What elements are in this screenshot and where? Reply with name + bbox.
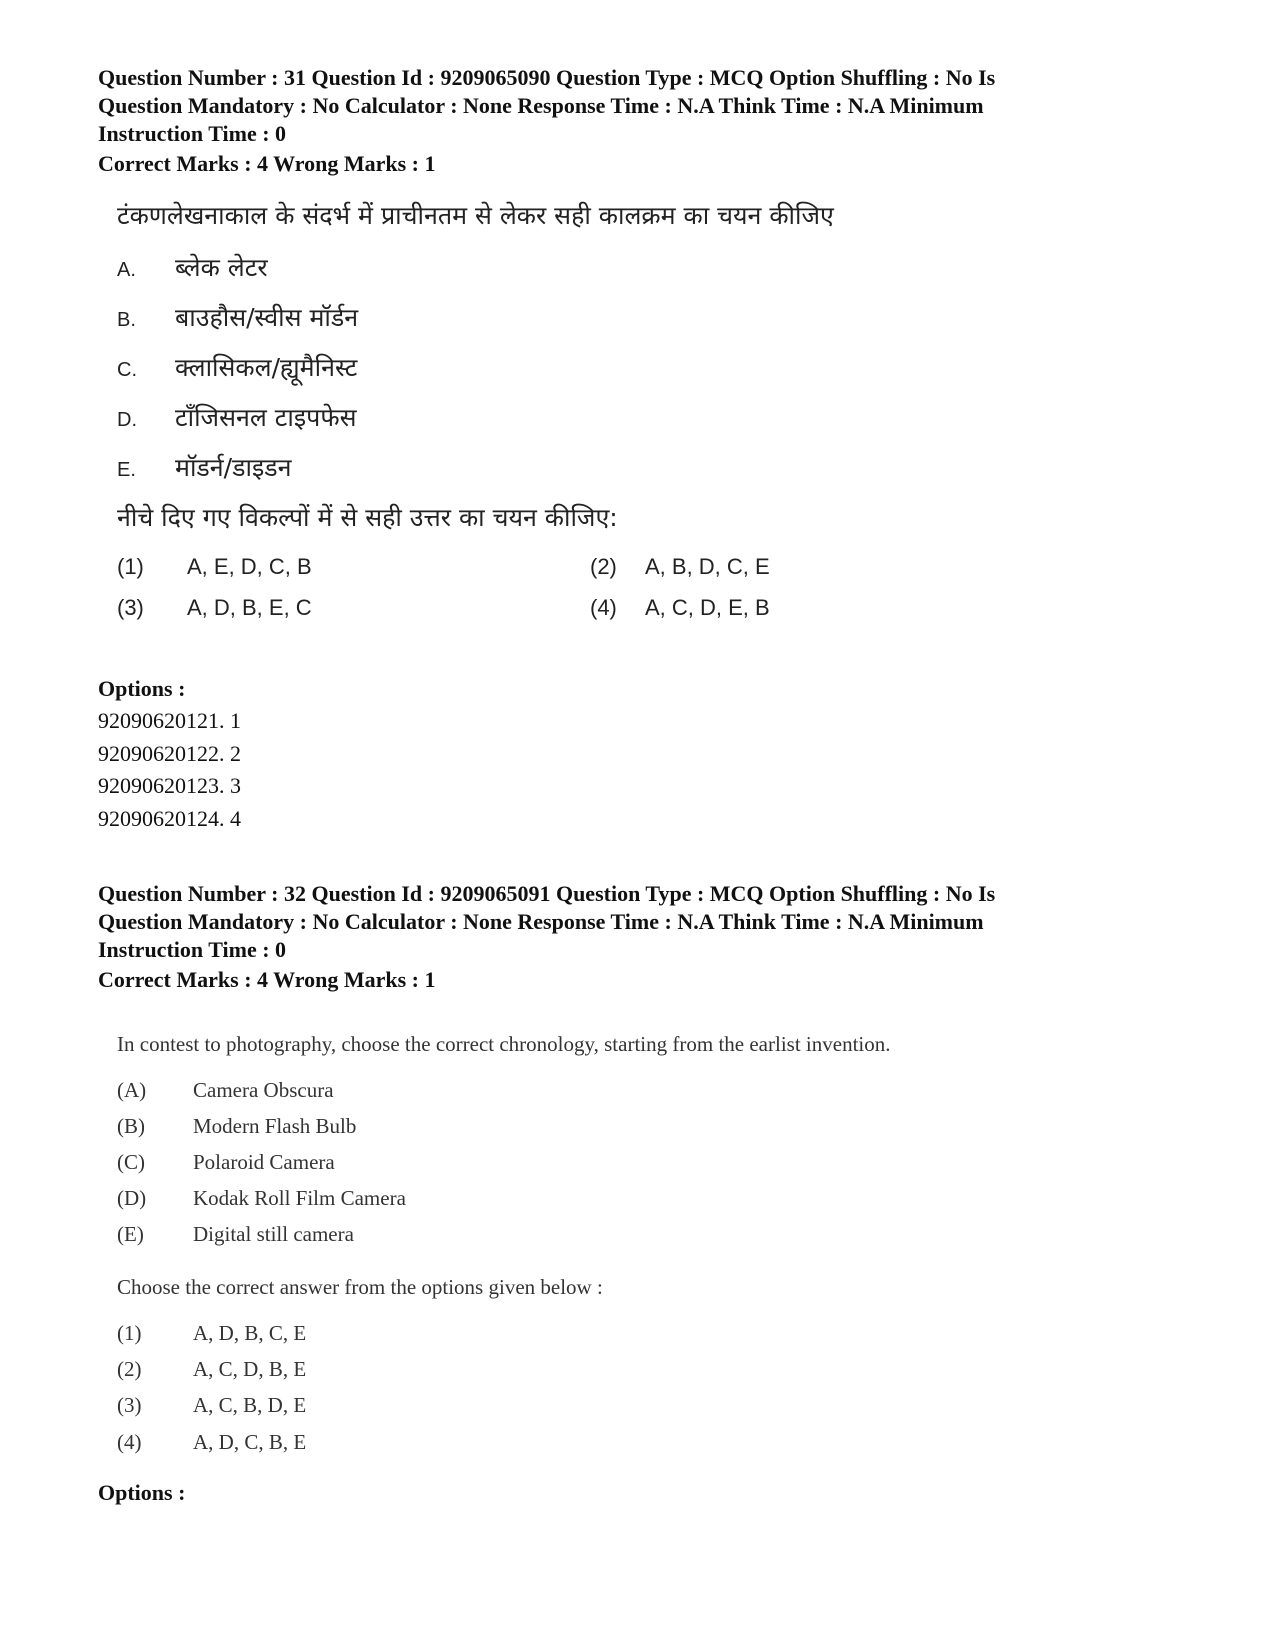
q31-options-heading: Options :	[98, 676, 186, 701]
q32-item-label: (C)	[117, 1150, 145, 1174]
q32-item-e	[117, 1222, 354, 1247]
q32-item-b	[117, 1114, 356, 1139]
q32-answer-3	[117, 1393, 306, 1418]
q31-option-1: 92090620121. 1	[98, 708, 241, 733]
q31-metadata	[98, 64, 1178, 148]
q31-item-e	[117, 450, 291, 484]
q31-answer-1	[117, 554, 312, 580]
q32-answer-1	[117, 1321, 306, 1346]
q32-answer-2	[117, 1357, 306, 1382]
q32-answer-text: A, C, B, D, E	[193, 1393, 307, 1417]
q32-item-d	[117, 1186, 406, 1211]
q32-answer-text: A, D, B, C, E	[193, 1321, 307, 1345]
q32-metadata	[98, 880, 1178, 964]
q32-item-label: (D)	[117, 1186, 147, 1210]
q32-answer-label: (1)	[117, 1321, 142, 1345]
q32-item-c	[117, 1150, 335, 1175]
q31-answer-num: (3)	[117, 595, 144, 620]
q31-answer-text: A, B, D, C, E	[645, 554, 770, 579]
q31-item-label: A.	[117, 259, 136, 281]
q32-marks: Correct Marks : 4 Wrong Marks : 1	[98, 967, 436, 992]
q32-item-text: Camera Obscura	[193, 1078, 334, 1102]
q32-options-heading: Options :	[98, 1480, 186, 1505]
q31-meta-line3: Instruction Time : 0	[98, 121, 287, 146]
q31-answer-3	[117, 595, 312, 621]
q31-item-text: क्लासिकल/ह्यूमैनिस्ट	[175, 353, 358, 382]
q32-choose-instruction: Choose the correct answer from the options given below :	[117, 1275, 603, 1299]
q31-item-label: E.	[117, 459, 136, 481]
q31-option-4: 92090620124. 4	[98, 806, 241, 831]
q31-item-b	[117, 300, 358, 334]
q31-item-label: B.	[117, 309, 136, 331]
q32-item-text: Modern Flash Bulb	[193, 1114, 357, 1138]
q32-item-label: (A)	[117, 1078, 147, 1102]
q31-answer-text: A, D, B, E, C	[187, 595, 312, 620]
q31-item-text: मॉडर्न/डाइडन	[175, 453, 292, 482]
q32-stem: In contest to photography, choose the correct chronology, starting from the earlist invention.	[117, 1032, 891, 1056]
q32-answer-label: (3)	[117, 1393, 142, 1417]
q32-meta-line3: Instruction Time : 0	[98, 937, 287, 962]
q32-item-text: Polaroid Camera	[193, 1150, 335, 1174]
q31-option-3: 92090620123. 3	[98, 773, 241, 798]
q31-answer-4	[590, 595, 770, 621]
q31-answer-text: A, C, D, E, B	[645, 595, 770, 620]
q32-item-a	[117, 1078, 334, 1103]
q32-item-label: (B)	[117, 1114, 145, 1138]
q31-marks: Correct Marks : 4 Wrong Marks : 1	[98, 151, 436, 176]
q31-answer-2	[590, 554, 770, 580]
q32-answer-4	[117, 1430, 306, 1455]
q31-answer-num: (4)	[590, 595, 617, 620]
q31-answer-num: (1)	[117, 554, 144, 579]
q31-item-d	[117, 400, 357, 434]
q31-choose-instruction: नीचे दिए गए विकल्पों में से सही उत्तर का चयन कीजिए:	[117, 503, 618, 532]
q31-answer-text: A, E, D, C, B	[187, 554, 312, 579]
q32-item-text: Digital still camera	[193, 1222, 354, 1246]
q31-stem: टंकणलेखनाकाल के संदर्भ में प्राचीनतम से लेकर सही कालक्रम का चयन कीजिए	[117, 201, 834, 230]
q31-meta-line2: Question Mandatory : No Calculator : None Response Time : N.A Think Time : N.A Minimum	[98, 93, 984, 118]
q32-answer-label: (2)	[117, 1357, 142, 1381]
q32-answer-label: (4)	[117, 1430, 142, 1454]
q32-item-text: Kodak Roll Film Camera	[193, 1186, 406, 1210]
q31-item-a	[117, 250, 268, 284]
q31-item-text: टाँजिसनल टाइपफेस	[175, 403, 357, 432]
q32-answer-text: A, D, C, B, E	[193, 1430, 307, 1454]
q32-item-label: (E)	[117, 1222, 144, 1246]
q31-option-2: 92090620122. 2	[98, 741, 241, 766]
q32-answer-text: A, C, D, B, E	[193, 1357, 307, 1381]
q31-item-label: C.	[117, 359, 137, 381]
q31-item-label: D.	[117, 409, 137, 431]
q31-item-c	[117, 350, 357, 384]
q31-meta-line1: Question Number : 31 Question Id : 9209065090 Question Type : MCQ Option Shuffling : No Is	[98, 65, 996, 90]
q32-meta-line2: Question Mandatory : No Calculator : None Response Time : N.A Think Time : N.A Minimum	[98, 909, 984, 934]
q31-item-text: ब्लेक लेटर	[175, 253, 268, 282]
q32-meta-line1: Question Number : 32 Question Id : 9209065091 Question Type : MCQ Option Shuffling : No Is	[98, 881, 996, 906]
q31-item-text: बाउहौस/स्वीस मॉर्डन	[175, 303, 359, 332]
q31-answer-num: (2)	[590, 554, 617, 579]
